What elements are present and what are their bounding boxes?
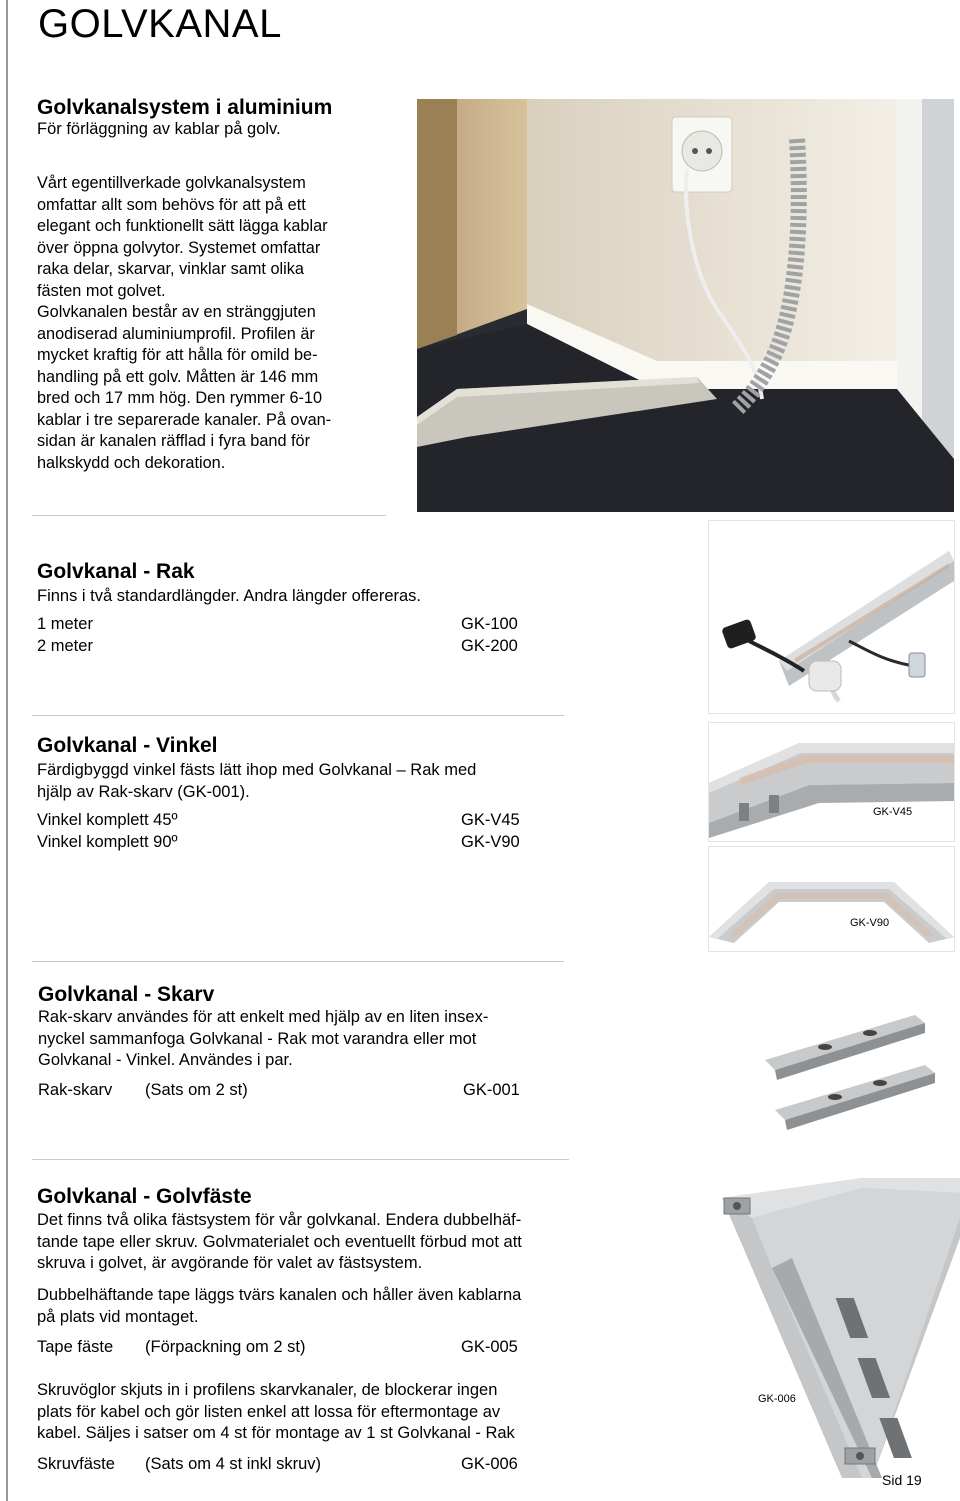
rak-item-name: 1 meter — [37, 615, 93, 633]
vinkel-item-name: Vinkel komplett 90º — [37, 833, 178, 851]
vinkel-90-photo — [708, 846, 955, 952]
golvfaste-paragraph-1 — [37, 1210, 522, 1275]
golvfaste-line: kabel. Säljes i satser om 4 st för montage av 1 st Golvkanal - Rak — [37, 1424, 515, 1443]
vinkel-item-code: GK-V45 — [461, 811, 520, 829]
intro-subheading: För förläggning av kablar på golv. — [37, 120, 281, 138]
rak-heading: Golvkanal - Rak — [37, 560, 195, 583]
skarv-description-line: Rak-skarv användes för att enkelt med hjälp av en liten insex- — [38, 1008, 489, 1026]
golvfaste-line: Det finns två olika fästsystem för vår golvkanal. Endera dubbelhäf- — [37, 1211, 522, 1229]
skarv-description-line: nyckel sammanfoga Golvkanal - Rak mot varandra eller mot — [38, 1029, 477, 1048]
vinkel-description — [37, 760, 476, 803]
section-divider — [32, 715, 564, 716]
intro-line: anodiserad aluminiumprofil. Profilen är — [37, 324, 315, 343]
vinkel-description-line: Färdigbyggd vinkel fästs lätt ihop med Golvkanal – Rak med — [37, 761, 477, 779]
screw-item-name: Skruvfäste — [37, 1455, 115, 1473]
page-margin-bar — [6, 0, 8, 1501]
golvfaste-line: plats för kabel och gör listen enkel att lossa för eftermontage av — [37, 1402, 501, 1421]
section-divider — [32, 1159, 569, 1160]
golvfaste-line: på plats vid montaget. — [37, 1307, 199, 1326]
rak-item-code: GK-100 — [461, 615, 518, 633]
intro-line: handling på ett golv. Måtten är 146 mm — [37, 367, 319, 386]
golvfaste-paragraph-2 — [37, 1285, 521, 1328]
installation-photo — [417, 99, 954, 512]
vinkel-45-caption: GK-V45 — [873, 806, 913, 818]
rak-product-photo — [708, 520, 955, 714]
rak-description: Finns i två standardlängder. Andra längder offereras. — [37, 587, 422, 605]
section-divider — [32, 961, 564, 962]
skarv-product-photo — [755, 1005, 945, 1133]
intro-line: fästen mot golvet. — [37, 281, 166, 300]
intro-line: omfattar allt som behövs för att på ett — [37, 195, 306, 214]
vinkel-heading: Golvkanal - Vinkel — [37, 734, 218, 757]
page-number: Sid 19 — [882, 1472, 922, 1488]
skarv-heading: Golvkanal - Skarv — [38, 983, 215, 1006]
vinkel-item-name: Vinkel komplett 45º — [37, 811, 178, 829]
vinkel-item-code: GK-V90 — [461, 833, 520, 851]
vinkel-90-caption: GK-V90 — [850, 917, 890, 929]
vinkel-description-line: hjälp av Rak-skarv (GK-001). — [37, 782, 250, 801]
tape-item-code: GK-005 — [461, 1338, 518, 1356]
skarv-item-name: Rak-skarv — [38, 1081, 113, 1099]
intro-line: mycket kraftig för att hålla för omild be- — [37, 346, 318, 364]
screw-item-code: GK-006 — [461, 1455, 518, 1473]
golvfaste-line: skruva i golvet, är avgörande för valet av fästsystem. — [37, 1254, 423, 1273]
golvfaste-paragraph-3 — [37, 1380, 515, 1445]
intro-line: elegant och funktionellt sätt lägga kablar — [37, 217, 328, 235]
golvfaste-heading: Golvkanal - Golvfäste — [37, 1185, 252, 1208]
tape-item-pack: (Förpackning om 2 st) — [145, 1338, 306, 1356]
intro-line: sidan är kanalen räfflad i fyra band för — [37, 432, 311, 450]
skarv-item-pack: (Sats om 2 st) — [145, 1081, 248, 1099]
golvfaste-line: Skruvöglor skjuts in i profilens skarvkanaler, de blockerar ingen — [37, 1381, 498, 1399]
section-divider — [32, 515, 386, 516]
rak-item-name: 2 meter — [37, 637, 93, 655]
intro-line: Vårt egentillverkade golvkanalsystem — [37, 174, 306, 192]
intro-line: bred och 17 mm hög. Den rymmer 6-10 — [37, 389, 323, 407]
golvfaste-caption: GK-006 — [758, 1393, 796, 1405]
skarv-description-line: Golvkanal - Vinkel. Användes i par. — [38, 1051, 293, 1070]
intro-line: över öppna golvytor. Systemet omfattar — [37, 238, 321, 257]
skarv-item-code: GK-001 — [463, 1081, 520, 1099]
skarv-description — [38, 1007, 488, 1072]
golvfaste-line: Dubbelhäftande tape läggs tvärs kanalen och håller även kablarna — [37, 1286, 522, 1304]
golvfaste-line: tande tape eller skruv. Golvmaterialet och eventuellt förbud mot att — [37, 1232, 522, 1251]
vinkel-45-photo — [708, 722, 955, 842]
intro-line: Golvkanalen består av en stränggjuten — [37, 303, 316, 321]
golvfaste-product-photo — [712, 1178, 960, 1478]
intro-line: kablar i tre separerade kanaler. På ovan- — [37, 410, 332, 429]
intro-text — [37, 173, 382, 474]
tape-item-name: Tape fäste — [37, 1338, 114, 1356]
rak-item-code: GK-200 — [461, 637, 518, 655]
screw-item-pack: (Sats om 4 st inkl skruv) — [145, 1455, 322, 1473]
intro-heading: Golvkanalsystem i aluminium — [37, 96, 333, 119]
intro-line: raka delar, skarvar, vinklar samt olika — [37, 260, 304, 278]
page-title: GOLVKANAL — [38, 2, 282, 46]
intro-line: halkskydd och dekoration. — [37, 453, 226, 472]
